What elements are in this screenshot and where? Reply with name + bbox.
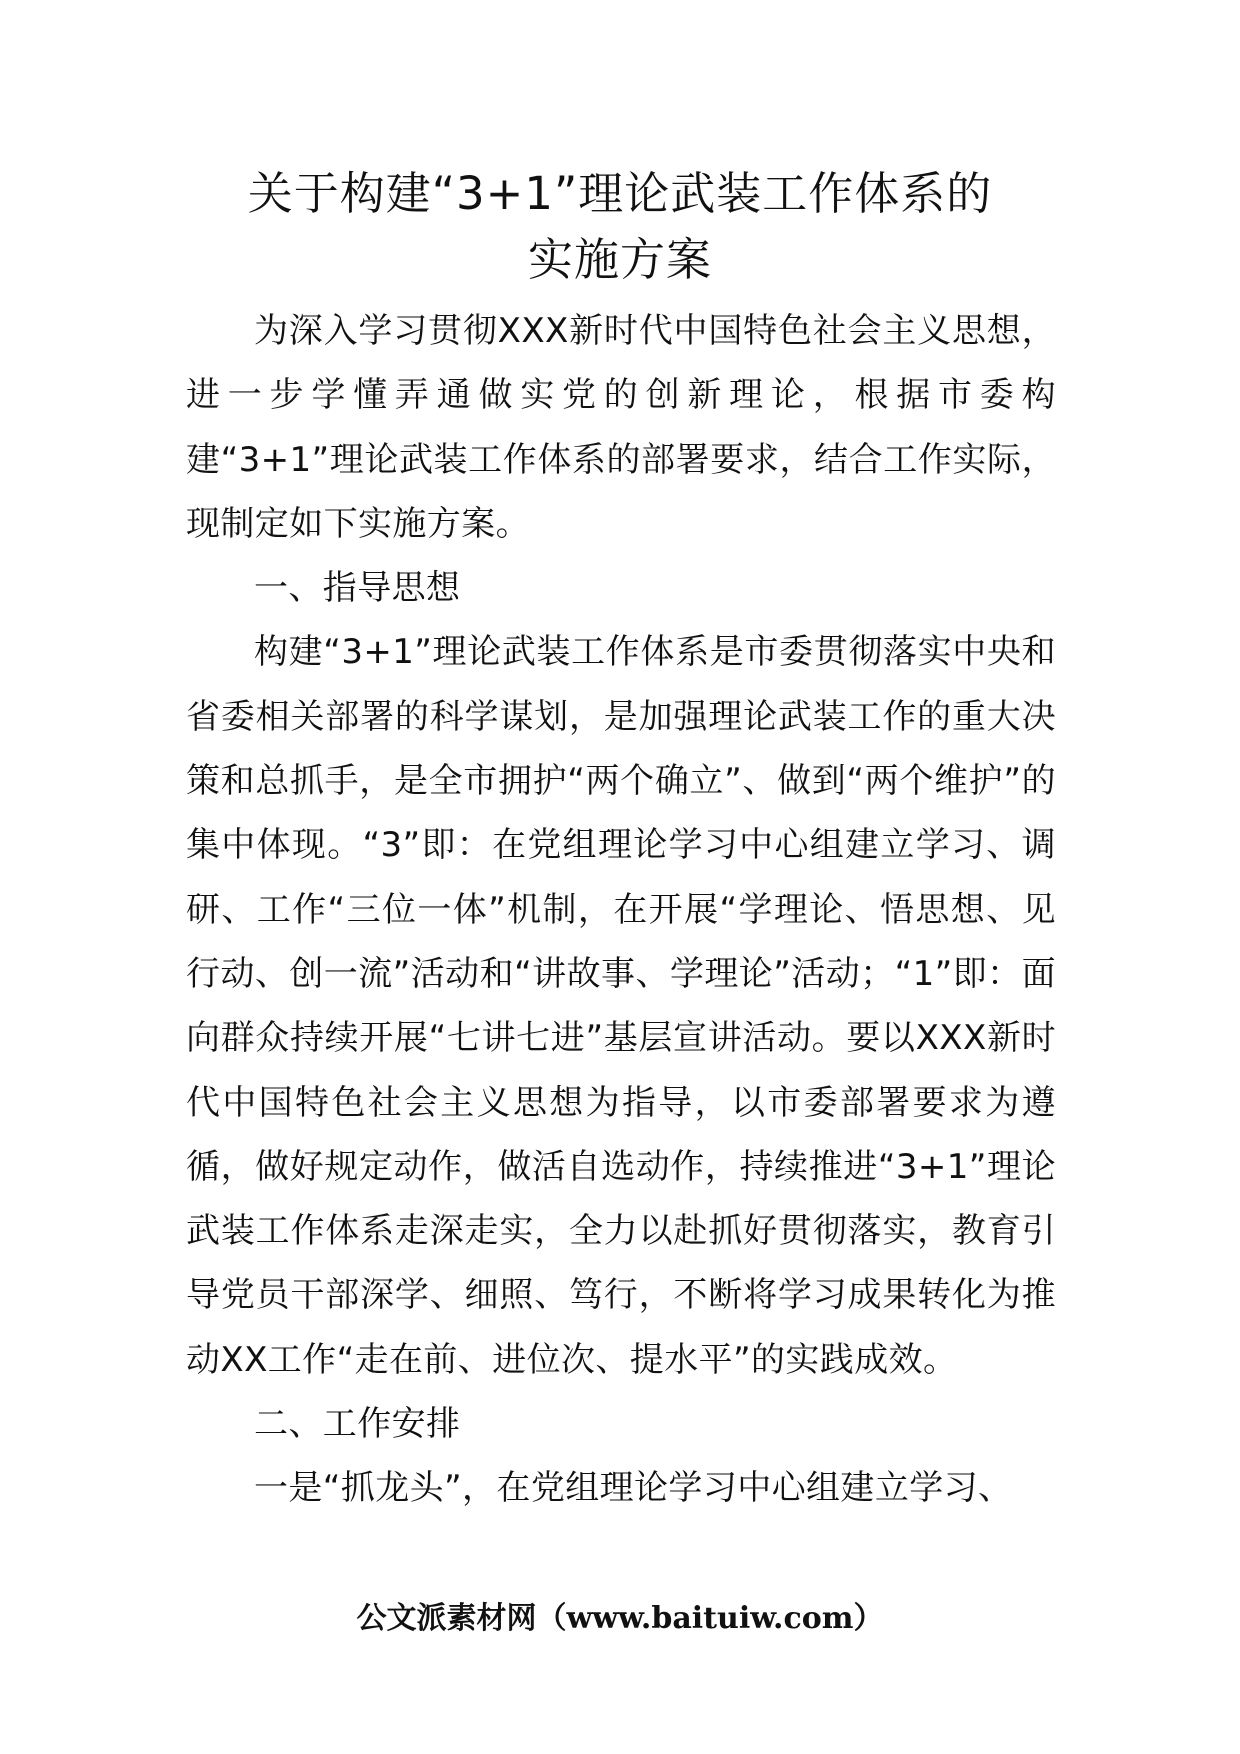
- document-body: [186, 299, 1056, 1521]
- section-heading-guiding-ideology: 一、指导思想: [254, 568, 461, 609]
- document-title-line-1: 关于构建“3+1”理论武装工作体系的: [247, 167, 993, 220]
- guiding-ideology-paragraph: 构建“3+1”理论武装工作体系是市委贯彻落实中央和省委相关部署的科学谋划，是加强理论武装工作的重大决策和总抓手，是全市拥护“两个确立”、做到“两个维护”的集中体现。“3”即：在党组理论学习中心组建立学习、调研、工作“三位一体”机制，在开展“学理论、悟思想、见行动、创一流”活动和“讲故事、学理论”活动；“1”即：面向群众持续开展“七讲七进”基层宣讲活动。要以XXX新时代中国特色社会主义思想为指导，以市委部署要求为遵循，做好规定动作，做活自选动作，持续推进“3+1”理论武装工作体系走深走实，全力以赴抓好贯彻落实，教育引导党员干部深学、细照、笃行，不断将学习成果转化为推动XX工作“走在前、进位次、提水平”的实践成效。: [186, 632, 1056, 1380]
- document-title-line-2: 实施方案: [527, 233, 712, 286]
- intro-paragraph: 为深入学习贯彻XXX新时代中国特色社会主义思想，进一步学懂弄通做实党的创新理论，根据市委构建“3+1”理论武装工作体系的部署要求，结合工作实际，现制定如下实施方案。: [186, 311, 1056, 544]
- work-arrangement-paragraph: 一是“抓龙头”，在党组理论学习中心组建立学习、: [254, 1468, 1013, 1509]
- watermark-footer: 公文派素材网（www.baituiw.com）: [356, 1601, 884, 1636]
- section-heading-work-arrangement: 二、工作安排: [254, 1404, 461, 1445]
